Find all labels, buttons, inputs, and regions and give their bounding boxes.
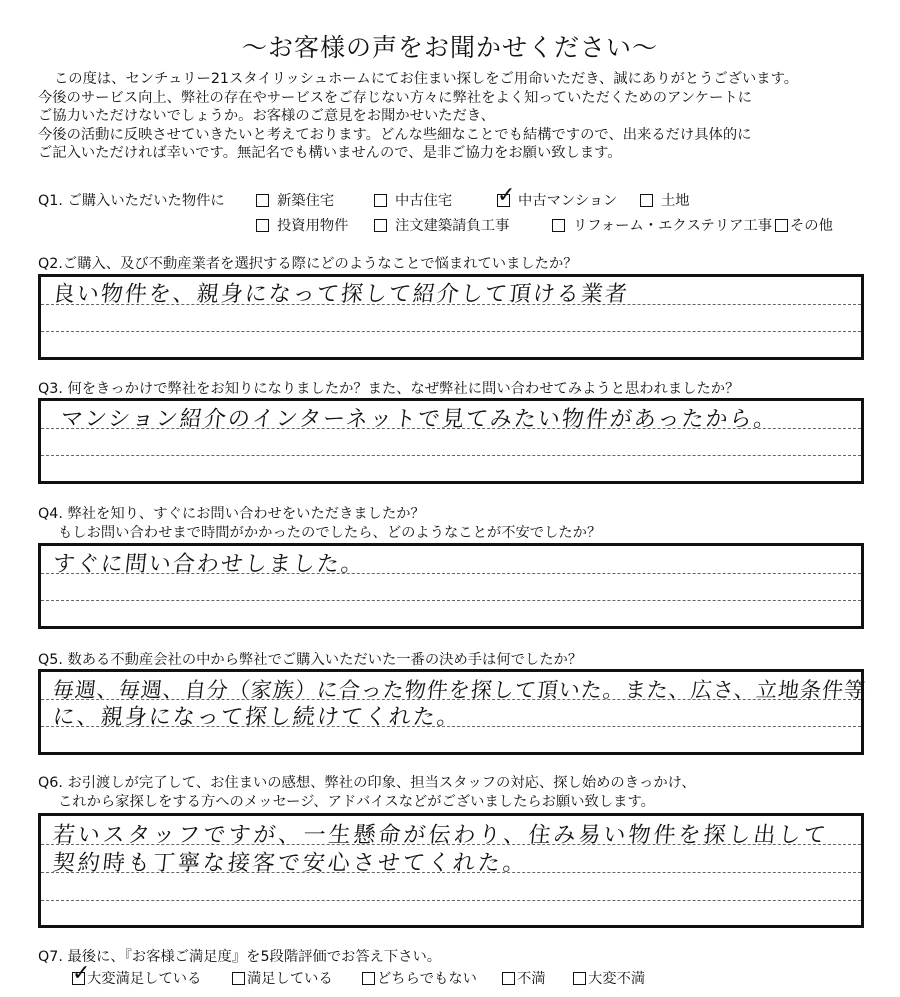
intro-text <box>38 70 868 163</box>
checkbox[interactable] <box>232 972 245 985</box>
intro-line: ご記入いただければ幸いです。無記名でも構いませんので、是非ご協力をお願い致します。 <box>38 145 622 161</box>
checkbox[interactable] <box>640 194 653 207</box>
q5-answer-box[interactable] <box>38 669 868 755</box>
q3-answer-box[interactable] <box>38 398 864 484</box>
option-label: その他 <box>790 218 833 234</box>
q1-option-land[interactable] <box>640 190 690 210</box>
ruled-line <box>41 600 861 601</box>
option-label: 不満 <box>517 971 546 987</box>
option-label: リフォーム・エクステリア工事 <box>573 218 773 234</box>
ruled-line <box>41 455 861 456</box>
q1-option-used-condo[interactable] <box>497 182 618 210</box>
handwritten-answer: マンション紹介のインターネットで見てみたい物件があったから。 <box>59 407 779 432</box>
q1-option-reform[interactable] <box>552 215 772 235</box>
checkbox[interactable] <box>374 219 387 232</box>
q7-option-dissatisfied[interactable] <box>502 968 546 988</box>
q7-label: Q7. 最後に、『お客様ご満足度』を5段階評価でお答え下さい。 <box>38 949 442 965</box>
q7-option-very-satisfied[interactable] <box>72 960 202 988</box>
q6-sublabel: これから家探しをする方へのメッセージ、アドバイスなどがございましたらお願い致します。 <box>58 794 655 810</box>
q2-answer-box[interactable] <box>38 274 864 360</box>
check-mark-icon: ✓ <box>497 182 516 208</box>
checkbox[interactable] <box>362 972 375 985</box>
checkbox-checked[interactable] <box>72 960 91 986</box>
handwritten-answer: 若いスタッフですが、一生懸命が伝わり、住み易い物件を探し出して <box>51 823 830 848</box>
intro-line: 今後の活動に反映させていきたいと考えております。どんな些細なことでも結構ですので、出来るだけ具体的に <box>38 126 752 143</box>
option-label: 新築住宅 <box>277 193 335 209</box>
check-mark-icon: ✓ <box>72 960 91 986</box>
q4-sublabel: もしお問い合わせまで時間がかかったのでしたら、どのようなことが不安でしたか？ <box>58 525 602 541</box>
q7-option-very-dissatisfied[interactable] <box>573 968 645 988</box>
q1-option-other[interactable] <box>775 215 833 235</box>
q6-answer-box[interactable] <box>38 813 864 928</box>
option-label: 満足している <box>247 971 333 987</box>
ruled-line <box>41 900 861 901</box>
ruled-line <box>41 331 861 332</box>
q5-label: Q5. 数ある不動産会社の中から弊社でご購入いただいた一番の決め手は何でしたか？ <box>38 652 583 668</box>
handwritten-answer: すぐに問い合わせしました。 <box>51 552 367 577</box>
survey-title: ～お客様の声をお聞かせください～ <box>241 33 658 62</box>
q2-label: Q2.ご購入、及び不動産業者を選択する際にどのようなことで悩まれていましたか？ <box>38 256 578 272</box>
checkbox[interactable] <box>374 194 387 207</box>
q7-option-neutral[interactable] <box>362 968 477 988</box>
checkbox[interactable] <box>552 219 565 232</box>
option-label: 大変不満 <box>588 971 646 987</box>
option-label: 中古マンション <box>518 193 618 209</box>
handwritten-answer: に、親身になって探し続けてくれた。 <box>51 705 463 730</box>
q4-answer-box[interactable] <box>38 543 864 629</box>
intro-line: この度は、センチュリー21スタイリッシュホームにてお住まい探しをご用命いただき、誠にありがとうございます。 <box>54 71 799 87</box>
option-label: 注文建築請負工事 <box>395 218 510 234</box>
handwritten-answer: 契約時も丁寧な接客で安心させてくれた。 <box>51 851 530 876</box>
q7-option-satisfied[interactable] <box>232 968 333 988</box>
checkbox[interactable] <box>775 219 788 232</box>
checkbox[interactable] <box>256 194 269 207</box>
q1-option-used-house[interactable] <box>374 190 452 210</box>
intro-line: 今後のサービス向上、弊社の存在やサービスをご存じない方々に弊社をよく知っていただくためのアンケートに <box>38 89 752 106</box>
checkbox[interactable] <box>502 972 515 985</box>
q3-label: Q3. 何をきっかけで弊社をお知りになりましたか？また、なぜ弊社に問い合わせてみようと思われましたか？ <box>38 381 740 397</box>
option-label: どちらでもない <box>377 971 477 987</box>
q6-label: Q6. お引渡しが完了して、お住まいの感想、弊社の印象、担当スタッフの対応、探し始めのきっかけ、 <box>38 775 696 791</box>
handwritten-answer: 毎週、毎週、自分（家族）に合った物件を探して頂いた。また、広さ、立地条件等 <box>51 678 868 702</box>
q1-option-custom-build[interactable] <box>374 215 509 235</box>
option-label: 投資用物件 <box>277 218 349 234</box>
handwritten-answer: 良い物件を、親身になって探して紹介して頂ける業者 <box>51 282 631 307</box>
q4-label: Q4. 弊社を知り、すぐにお問い合わせをいただきましたか？ <box>38 506 425 522</box>
q1-option-new-house[interactable] <box>256 190 334 210</box>
intro-line: ご協力いただけないでしょうか。お客様のご意見をお聞かせいただき、 <box>38 108 495 124</box>
option-label: 土地 <box>661 193 690 209</box>
q1-option-investment[interactable] <box>256 215 348 235</box>
checkbox-checked[interactable] <box>497 182 516 208</box>
option-label: 中古住宅 <box>395 193 453 209</box>
q1-label: Q1. ご購入いただいた物件に <box>38 193 225 209</box>
option-label: 大変満足している <box>87 971 202 987</box>
checkbox[interactable] <box>256 219 269 232</box>
checkbox[interactable] <box>573 972 586 985</box>
